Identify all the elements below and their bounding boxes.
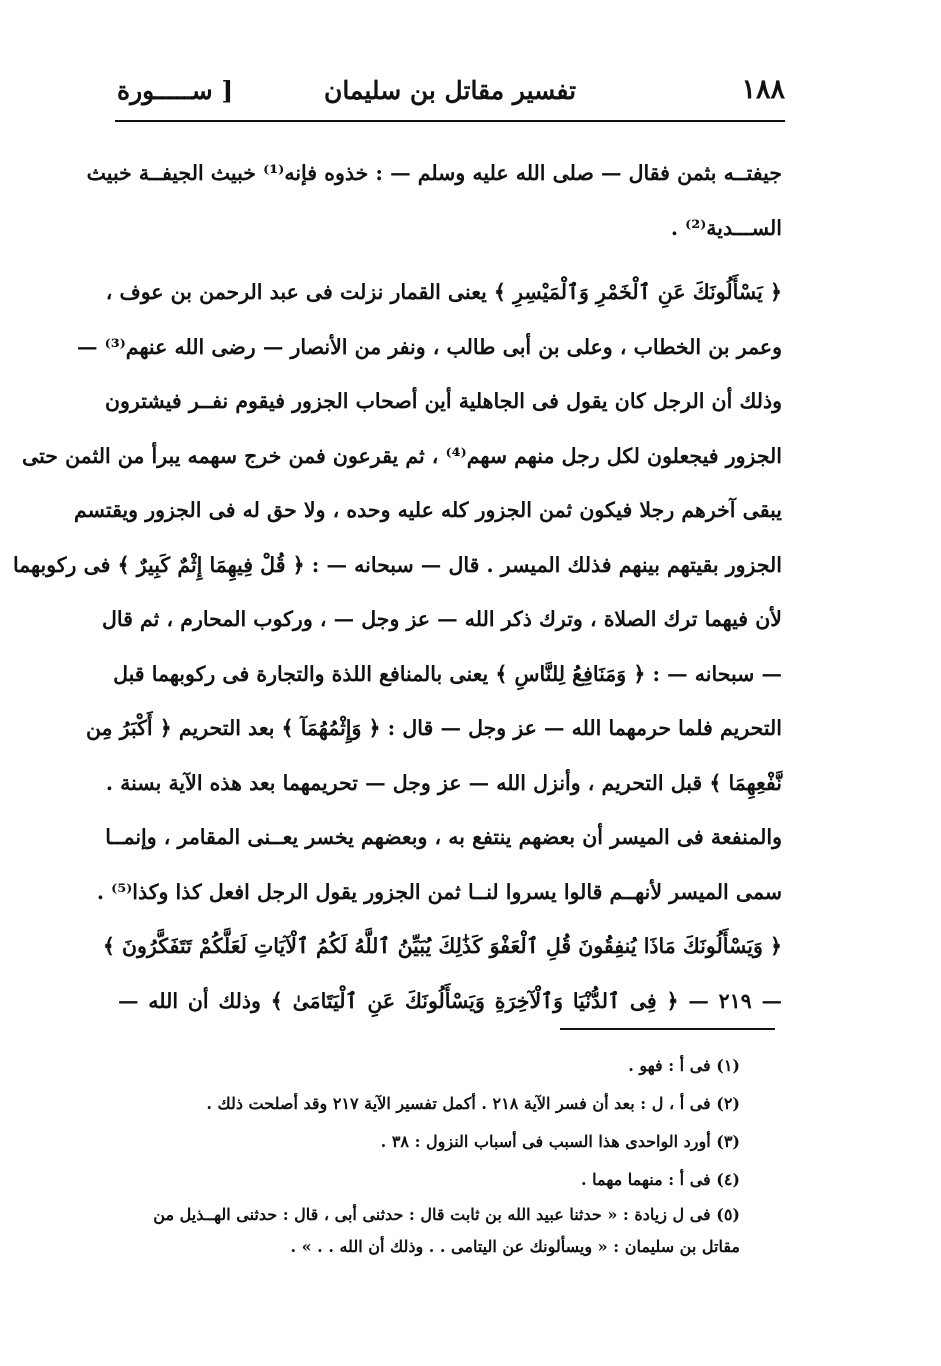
text-line: سمى الميسر لأنهــم قالوا يسروا لنــا ثمن الجزور يقول الرجل افعل كذا وكذا⁽⁵⁾ .	[96, 879, 782, 904]
footnote: (٣) أورد الواحدى هذا السبب فى أسباب النزول : ٣٨ .	[380, 1132, 740, 1151]
page-header	[115, 70, 785, 122]
footnotes	[110, 1047, 740, 1263]
text-line: وعمر بن الخطاب ، وعلى بن أبى طالب ، ونفر من الأنصار — رضى الله عنهم⁽³⁾ —	[76, 334, 782, 359]
text-line: وذلك أن الرجل كان يقول فى الجاهلية أين أصحاب الجزور فيقوم نفــر فيشترون	[104, 389, 782, 413]
text-line: — ٢١٩ — ﴿ فِى ٱلدُّنْيَا وَٱلْآخِرَةِ وَيَسْأَلُونَكَ عَنِ ٱلْيَتَامَىٰ ﴾ وذلك أن الله —	[118, 988, 782, 1013]
text-line: — سبحانه — : ﴿ وَمَنَافِعُ لِلنَّاسِ ﴾ يعنى بالمنافع اللذة والتجارة فى ركوبهما قبل	[113, 661, 782, 686]
footnote: (٥) فى ل زيادة : « حدثنا عبيد الله بن ثابت قال : حدثنى أبى ، قال : حدثنى الهــذيل من	[153, 1205, 740, 1224]
text-line: والمنفعة فى الميسر أن بعضهم ينتفع به ، وبعضهم يخسر يعــنى المقامر ، وإنمــا	[105, 825, 782, 849]
page-number: ١٨٨	[741, 74, 785, 105]
text-line: جيفتــه بثمن فقال — صلى الله عليه وسلم — : خذوه فإنه⁽¹⁾ خبيث الجيفــة خبيث	[86, 161, 782, 185]
text-line: لأن فيهما ترك الصلاة ، وترك ذكر الله — عز وجل — ، وركوب المحارم ، ثم قال	[101, 607, 782, 631]
text-line: الســـدية⁽²⁾ .	[670, 215, 782, 240]
running-title: تفسير مقاتل بن سليمان	[323, 76, 577, 105]
text-line: التحريم فلما حرمهما الله — عز وجل — قال : ﴿ وَإِثْمُهُمَآ ﴾ بعد التحريم ﴿ أَكْبَرُ مِن	[85, 716, 782, 740]
footnote: (٤) فى أ : منهما مهما .	[580, 1170, 740, 1189]
footnote-continuation: مقاتل بن سليمان : « ويسألونك عن اليتامى . . وذلك أن الله . . » .	[290, 1237, 740, 1256]
text-line: الجزور فيجعلون لكل رجل منهم سهم⁽⁴⁾ ، ثم يقرعون فمن خرج سهمه يبرأ من الثمن حتى	[22, 443, 782, 468]
text-line: يبقى آخرهم رجلا فيكون ثمن الجزور كله عليه وحده ، ولا حق له فى الجزور ويقتسم	[73, 498, 782, 522]
footnote: (١) فى أ : فهو .	[628, 1056, 740, 1075]
text-line: نَّفْعِهِمَا ﴾ قبل التحريم ، وأنزل الله — عز وجل — تحريمهما بعد هذه الآية بسنة .	[105, 770, 782, 795]
sura-label: [ ســـــورة	[117, 76, 234, 105]
footnote: (٢) فى أ ، ل : بعد أن فسر الآية ٢١٨ . أكمل تفسير الآية ٢١٧ وقد أصلحت ذلك .	[206, 1094, 740, 1113]
main-text	[12, 150, 782, 1032]
text-line: ﴿ وَيَسْأَلُونَكَ مَاذَا يُنفِقُونَ قُلِ ٱلْعَفْوَ كَذَٰلِكَ يُبَيِّنُ ٱللَّهُ لَكُمُ ٱلْآيَاتِ لَعَلَّكُمْ تَتَفَكَّرُونَ ﴾	[102, 934, 782, 958]
text-line: ﴿ يَسْأَلُونَكَ عَنِ ٱلْخَمْرِ وَٱلْمَيْسِرِ ﴾ يعنى القمار نزلت فى عبد الرحمن بن عوف ،	[105, 280, 782, 304]
footnote-divider	[560, 1028, 775, 1030]
text-line: الجزور بقيتهم بينهم فذلك الميسر . قال — سبحانه — : ﴿ قُلْ فِيهِمَا إِثْمٌ كَبِيرٌ ﴾ فى ركوبهما	[12, 552, 782, 577]
